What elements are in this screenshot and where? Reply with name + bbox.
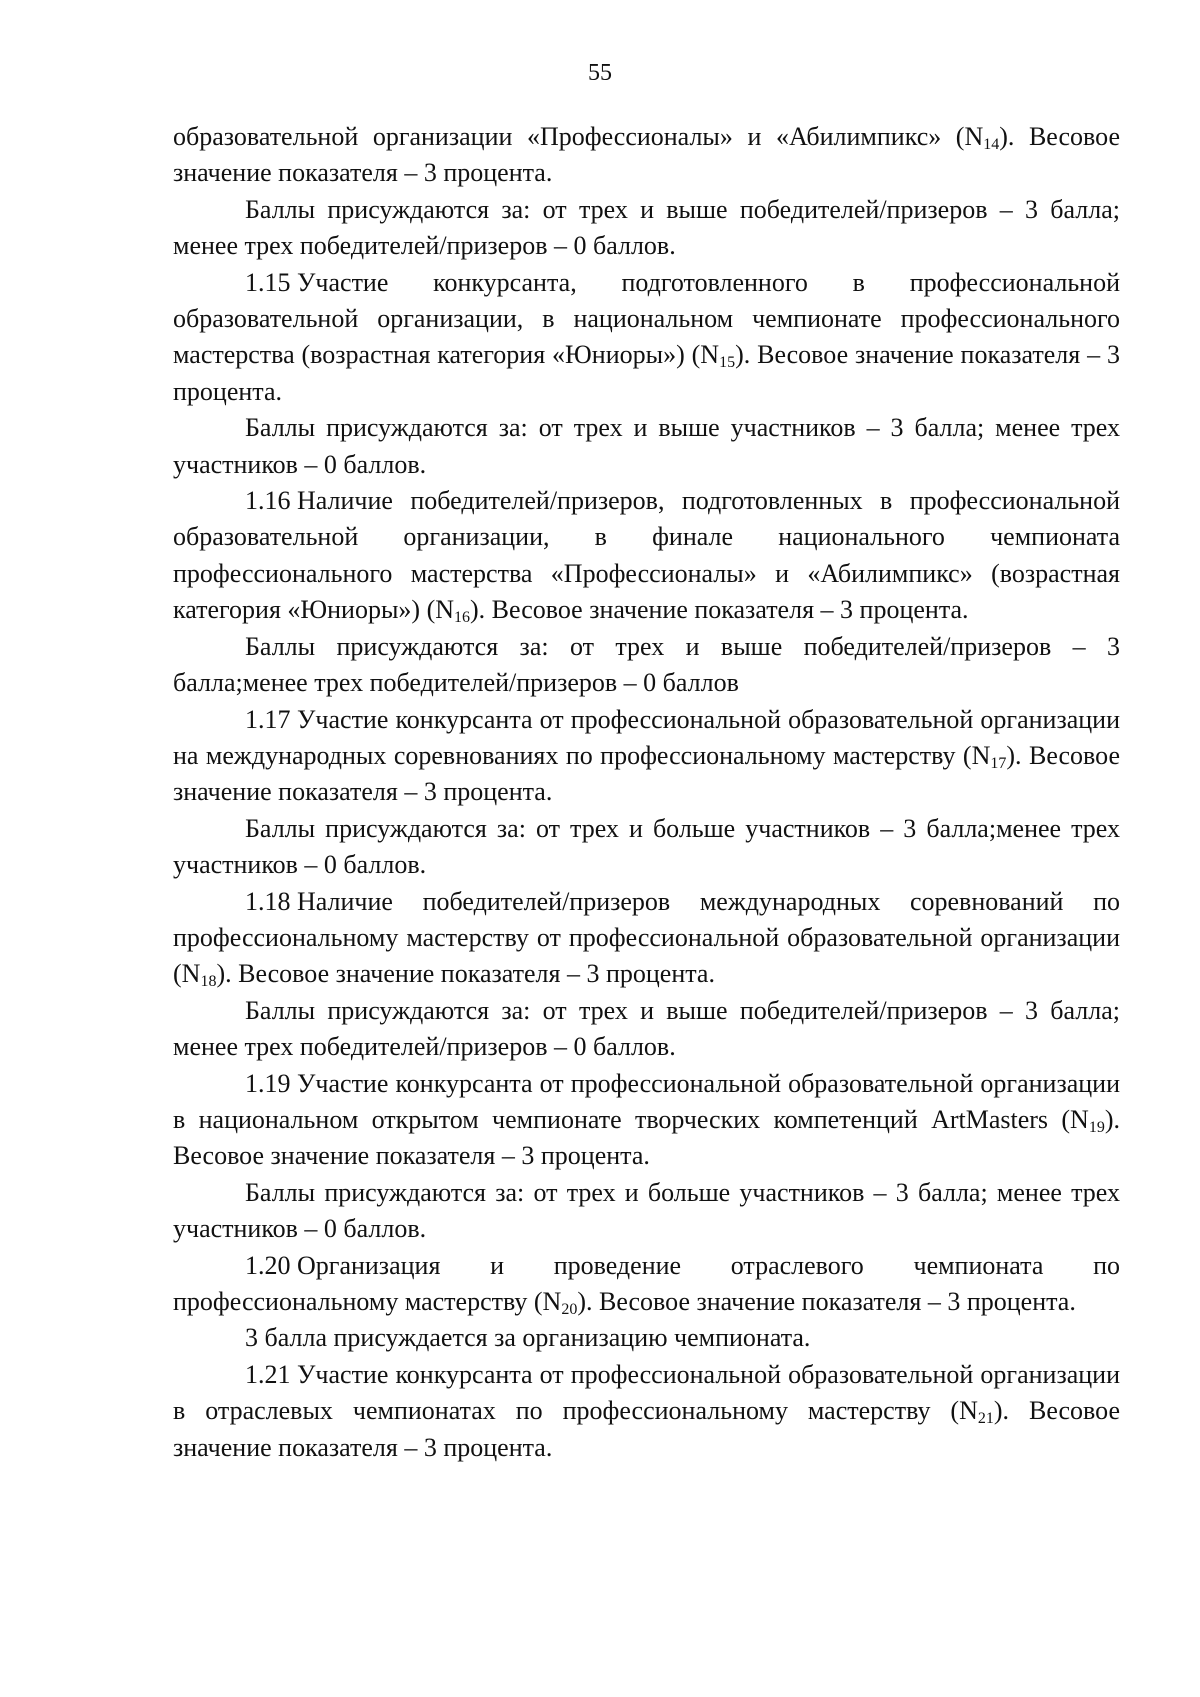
numbered-paragraph bbox=[173, 265, 1120, 411]
paragraph-number: 1.16 bbox=[245, 486, 291, 516]
indicator-subscript: 21 bbox=[977, 1410, 994, 1428]
paragraph-text: образовательной организации «Профессионалы» и «Абилимпикс» (N bbox=[173, 122, 984, 151]
numbered-paragraph bbox=[173, 483, 1120, 629]
paragraph-text-tail: ). Весовое значение показателя – 3 процента. bbox=[173, 1104, 1120, 1171]
indicator-subscript: 20 bbox=[561, 1301, 578, 1318]
paragraph-number: 1.19 bbox=[245, 1068, 291, 1098]
numbered-paragraph bbox=[173, 1357, 1120, 1466]
numbered-paragraph bbox=[173, 884, 1120, 993]
paragraph-text: Организация и проведение отраслевого чемпионата по профессиональному мастерству (N bbox=[173, 1250, 1120, 1316]
paragraph bbox=[173, 811, 1120, 884]
paragraph-text: Баллы присуждаются за: от трех и больше участников – 3 балла;менее трех участников – 0 баллов. bbox=[173, 813, 1120, 880]
paragraph-number: 1.17 bbox=[245, 704, 291, 734]
paragraph-text-tail: ). Весовое значение показателя – 3 процента. bbox=[173, 740, 1121, 807]
indicator-subscript: 16 bbox=[454, 609, 471, 627]
indicator-subscript: 17 bbox=[990, 754, 1007, 772]
paragraph-number: 1.15 bbox=[245, 267, 291, 297]
paragraph-text: Наличие победителей/призеров, подготовленных в профессиональной образовательной организации, в финале национального чемпионата профессионального мастерства «Профессионалы» и «Абилимпикс» (возрастная категория «Юниоры») (N bbox=[173, 486, 1120, 625]
paragraph-number: 1.21 bbox=[245, 1359, 291, 1389]
paragraph bbox=[173, 629, 1120, 702]
paragraph-text: Участие конкурсанта от профессиональной образовательной организации в отраслевых чемпионатах по профессиональному мастерству (N bbox=[173, 1359, 1120, 1426]
indicator-subscript: 14 bbox=[983, 136, 1000, 153]
paragraph bbox=[173, 410, 1120, 483]
indicator-subscript: 19 bbox=[1088, 1118, 1105, 1136]
paragraph-text-tail: ). Весовое значение показателя – 3 процента. bbox=[173, 122, 1120, 188]
paragraph-text: Участие конкурсанта, подготовленного в профессиональной образовательной организации, в национальном чемпионате профессионального мастерства (возрастная категория «Юниоры») (N bbox=[173, 267, 1120, 370]
paragraph bbox=[173, 993, 1120, 1066]
paragraph-text: Наличие победителей/призеров международных соревнований по профессиональному мастерству от профессиональной образовательной организации (N bbox=[173, 886, 1120, 989]
paragraph-text-tail: ). Весовое значение показателя – 3 процента. bbox=[173, 340, 1120, 406]
paragraph-text-tail: ). Весовое значение показателя – 3 процента. bbox=[173, 1396, 1121, 1462]
paragraph-text: Баллы присуждаются за: от трех и больше участников – 3 балла; менее трех участников – 0 баллов. bbox=[173, 1177, 1120, 1244]
paragraph bbox=[173, 192, 1120, 265]
paragraph-text: Участие конкурсанта от профессиональной образовательной организации на международных соревнованиях по профессиональному мастерству (N bbox=[173, 704, 1120, 770]
numbered-paragraph bbox=[173, 1248, 1120, 1321]
paragraph bbox=[173, 119, 1120, 192]
indicator-subscript: 18 bbox=[200, 973, 217, 991]
paragraph-text: Баллы присуждаются за: от трех и выше победителей/призеров – 3 балла;менее трех победителей/призеров – 0 баллов bbox=[173, 631, 1120, 698]
indicator-subscript: 15 bbox=[719, 354, 736, 372]
numbered-paragraph bbox=[173, 702, 1120, 811]
paragraph-text: Баллы присуждаются за: от трех и выше участников – 3 балла; менее трех участников – 0 баллов. bbox=[173, 413, 1120, 479]
paragraph-text: Баллы присуждаются за: от трех и выше победителей/призеров – 3 балла; менее трех победителей/призеров – 0 баллов. bbox=[173, 995, 1120, 1062]
paragraph-number: 1.20 bbox=[245, 1250, 291, 1280]
page-number: 55 bbox=[588, 60, 612, 86]
paragraph-text: Баллы присуждаются за: от трех и выше победителей/призеров – 3 балла; менее трех победителей/призеров – 0 баллов. bbox=[173, 194, 1120, 261]
document-body bbox=[173, 119, 1120, 1466]
paragraph-text-tail: ). Весовое значение показателя – 3 процента. bbox=[470, 595, 969, 625]
paragraph bbox=[173, 1175, 1120, 1248]
paragraph bbox=[173, 1320, 1120, 1356]
numbered-paragraph bbox=[173, 1066, 1120, 1175]
paragraph-text-tail: ). Весовое значение показателя – 3 процента. bbox=[577, 1287, 1076, 1316]
paragraph-text: 3 балла присуждается за организацию чемпионата. bbox=[245, 1323, 811, 1353]
paragraph-text-tail: ). Весовое значение показателя – 3 процента. bbox=[216, 959, 715, 989]
paragraph-number: 1.18 bbox=[245, 886, 291, 916]
paragraph-text: Участие конкурсанта от профессиональной образовательной организации в национальном открытом чемпионате творческих компетенций ArtMasters (N bbox=[173, 1068, 1120, 1134]
